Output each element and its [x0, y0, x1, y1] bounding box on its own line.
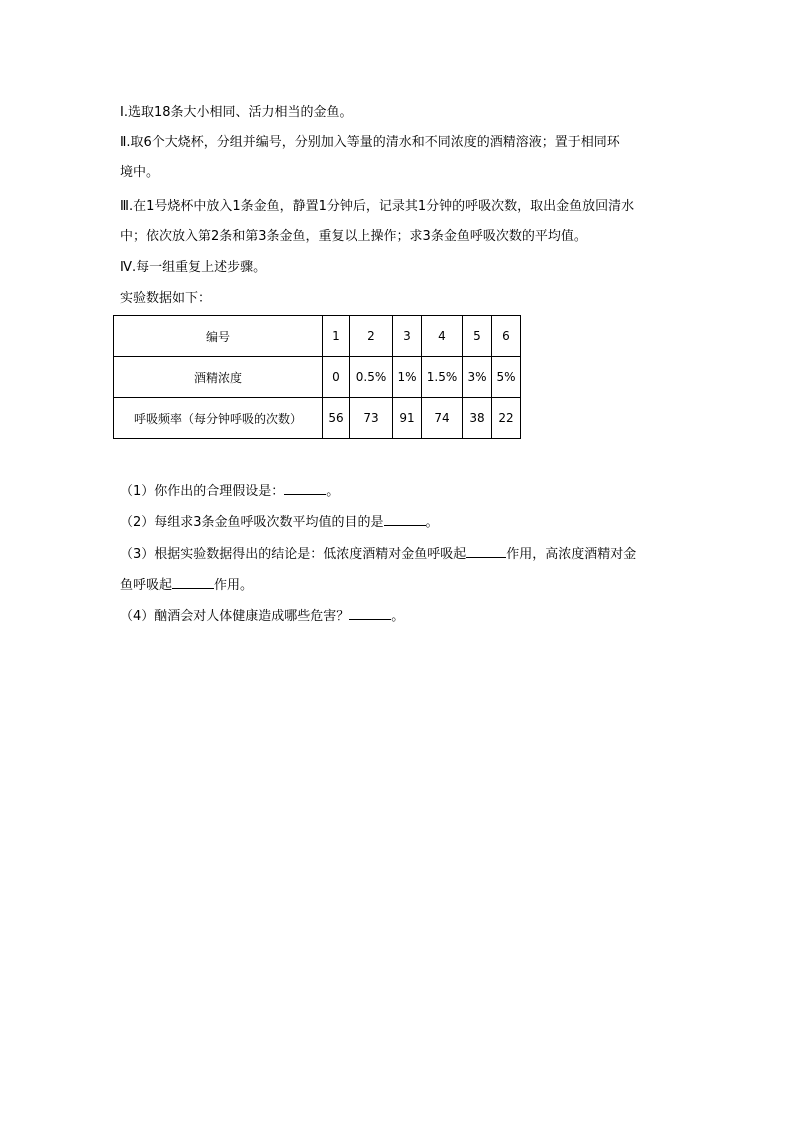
step-1: Ⅰ.选取18条大小相同、活力相当的金鱼。 — [120, 105, 353, 120]
step-2: Ⅱ.取6个大烧杯，分组并编号，分别加入等量的清水和不同浓度的酒精溶液；置于相同环 — [120, 135, 620, 150]
answer-blank-2[interactable] — [384, 512, 426, 526]
table-cell: 1% — [393, 357, 422, 398]
step-3-continued: 中；依次放入第2条和第3条金鱼，重复以上操作；求3条金鱼呼吸次数的平均值。 — [120, 229, 587, 244]
table-row-respiration — [114, 398, 521, 439]
table-cell: 0 — [323, 357, 350, 398]
question-3b-text: 鱼呼吸起 — [120, 578, 173, 593]
question-3-middle: 作用，高浓度酒精对金 — [506, 547, 637, 562]
question-1-text: （1）你作出的合理假设是： — [120, 484, 285, 499]
question-3b-end: 作用。 — [214, 578, 254, 593]
question-4 — [120, 606, 404, 626]
question-3-continued — [120, 575, 253, 595]
table-cell: 91 — [393, 398, 422, 439]
table-cell: 38 — [463, 398, 492, 439]
table-cell: 3 — [393, 316, 422, 357]
table-cell: 4 — [422, 316, 463, 357]
table-cell: 3% — [463, 357, 492, 398]
question-1-end: 。 — [326, 484, 340, 499]
question-2-end: 。 — [425, 515, 439, 530]
table-cell: 56 — [323, 398, 350, 439]
question-3 — [120, 544, 636, 564]
table-cell: 22 — [492, 398, 521, 439]
data-intro: 实验数据如下： — [120, 291, 212, 306]
table-row-number — [114, 316, 521, 357]
table-cell: 74 — [422, 398, 463, 439]
question-4-text: （4）酗酒会对人体健康造成哪些危害？ — [120, 609, 350, 624]
answer-blank-3b[interactable] — [172, 575, 214, 589]
step-3: Ⅲ.在1号烧杯中放入1条金鱼，静置1分钟后，记录其1分钟的呼吸次数，取出金鱼放回清水 — [120, 199, 635, 214]
question-3-text: （3）根据实验数据得出的结论是：低浓度酒精对金鱼呼吸起 — [120, 547, 467, 562]
table-row-concentration — [114, 357, 521, 398]
table-cell: 2 — [350, 316, 393, 357]
question-1 — [120, 481, 339, 501]
table-cell: 73 — [350, 398, 393, 439]
row-header: 编号 — [114, 316, 323, 357]
table-cell: 1.5% — [422, 357, 463, 398]
answer-blank-3a[interactable] — [466, 544, 506, 558]
table-cell: 1 — [323, 316, 350, 357]
question-2 — [120, 512, 439, 532]
table-cell: 5 — [463, 316, 492, 357]
answer-blank-1[interactable] — [284, 481, 326, 495]
step-4: Ⅳ.每一组重复上述步骤。 — [120, 260, 267, 275]
row-header: 酒精浓度 — [114, 357, 323, 398]
row-header: 呼吸频率（每分钟呼吸的次数） — [114, 398, 323, 439]
step-2-continued: 境中。 — [120, 165, 160, 180]
question-4-end: 。 — [391, 609, 405, 624]
table-cell: 0.5% — [350, 357, 393, 398]
question-2-text: （2）每组求3条金鱼呼吸次数平均值的目的是 — [120, 515, 384, 530]
table-cell: 5% — [492, 357, 521, 398]
answer-blank-4[interactable] — [349, 606, 391, 620]
table-cell: 6 — [492, 316, 521, 357]
experiment-data-table — [113, 315, 521, 439]
